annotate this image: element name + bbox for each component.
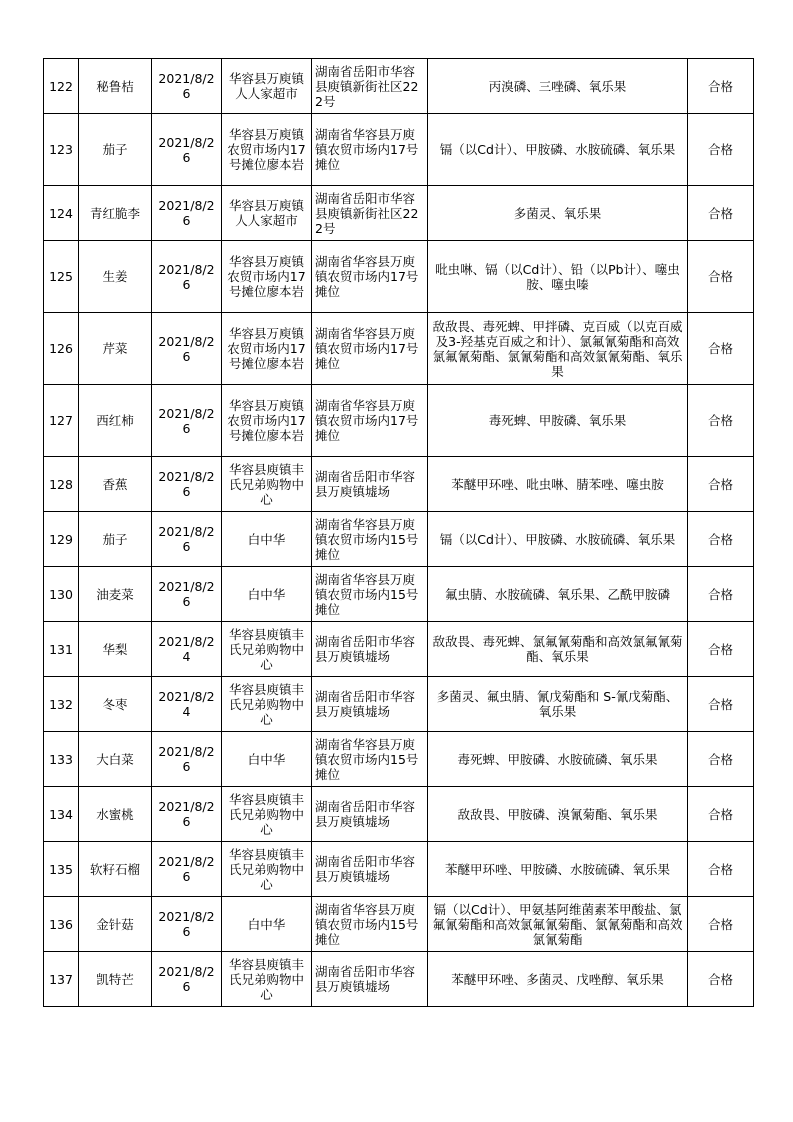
table-row [44, 385, 754, 457]
table-row [44, 787, 754, 842]
test-result: 合格 [688, 114, 754, 186]
sample-name: 生姜 [79, 241, 152, 313]
table-row [44, 677, 754, 732]
sampling-date: 2021/8/26 [152, 457, 222, 512]
table-row [44, 186, 754, 241]
test-result: 合格 [688, 241, 754, 313]
test-items: 丙溴磷、三唑磷、氧乐果 [428, 59, 688, 114]
row-number: 133 [44, 732, 79, 787]
sample-name: 西红柿 [79, 385, 152, 457]
seller-address: 湖南省华容县万庾镇农贸市场内17号摊位 [312, 385, 428, 457]
test-result: 合格 [688, 385, 754, 457]
sampling-date: 2021/8/26 [152, 59, 222, 114]
row-number: 136 [44, 897, 79, 952]
seller-address: 湖南省岳阳市华容县庾镇新街社区222号 [312, 186, 428, 241]
sampling-date: 2021/8/26 [152, 567, 222, 622]
seller-name: 华容县万庾镇农贸市场内17号摊位廖本岩 [222, 241, 312, 313]
sampling-date: 2021/8/26 [152, 385, 222, 457]
test-items: 多菌灵、氟虫腈、氰戊菊酯和 S-氰戊菊酯、氧乐果 [428, 677, 688, 732]
row-number: 137 [44, 952, 79, 1007]
sample-name: 大白菜 [79, 732, 152, 787]
seller-name: 华容县庾镇丰氏兄弟购物中心 [222, 842, 312, 897]
row-number: 124 [44, 186, 79, 241]
row-number: 126 [44, 313, 79, 385]
seller-address: 湖南省岳阳市华容县万庾镇墟场 [312, 457, 428, 512]
seller-address: 湖南省岳阳市华容县万庾镇墟场 [312, 842, 428, 897]
sampling-date: 2021/8/26 [152, 114, 222, 186]
seller-name: 华容县庾镇丰氏兄弟购物中心 [222, 677, 312, 732]
table-row [44, 732, 754, 787]
test-items: 镉（以Cd计）、甲氨基阿维菌素苯甲酸盐、氯氟氰菊酯和高效氯氟氰菊酯、氯氰菊酯和高效氯氰菊酯 [428, 897, 688, 952]
sample-name: 油麦菜 [79, 567, 152, 622]
table-row [44, 241, 754, 313]
seller-name: 华容县庾镇丰氏兄弟购物中心 [222, 787, 312, 842]
sampling-date: 2021/8/26 [152, 241, 222, 313]
seller-name: 白中华 [222, 512, 312, 567]
table-row [44, 897, 754, 952]
test-result: 合格 [688, 59, 754, 114]
seller-name: 白中华 [222, 567, 312, 622]
row-number: 123 [44, 114, 79, 186]
sampling-date: 2021/8/26 [152, 186, 222, 241]
sampling-date: 2021/8/24 [152, 622, 222, 677]
row-number: 128 [44, 457, 79, 512]
sampling-date: 2021/8/26 [152, 787, 222, 842]
sample-name: 水蜜桃 [79, 787, 152, 842]
seller-address: 湖南省岳阳市华容县万庾镇墟场 [312, 952, 428, 1007]
seller-address: 湖南省华容县万庾镇农贸市场内15号摊位 [312, 732, 428, 787]
test-result: 合格 [688, 787, 754, 842]
test-items: 苯醚甲环唑、多菌灵、戊唑醇、氧乐果 [428, 952, 688, 1007]
table-body [44, 59, 754, 1007]
test-result: 合格 [688, 313, 754, 385]
sample-name: 冬枣 [79, 677, 152, 732]
seller-address: 湖南省华容县万庾镇农贸市场内15号摊位 [312, 512, 428, 567]
test-items: 敌敌畏、毒死蜱、甲拌磷、克百威（以克百威及3-羟基克百威之和计）、氯氟氰菊酯和高效氯氟氰菊酯、氯氰菊酯和高效氯氰菊酯、氧乐果 [428, 313, 688, 385]
seller-address: 湖南省华容县万庾镇农贸市场内15号摊位 [312, 567, 428, 622]
table-row [44, 457, 754, 512]
table-row [44, 313, 754, 385]
test-result: 合格 [688, 186, 754, 241]
seller-name: 华容县万庾镇农贸市场内17号摊位廖本岩 [222, 385, 312, 457]
row-number: 135 [44, 842, 79, 897]
table-row [44, 512, 754, 567]
sample-name: 秘鲁桔 [79, 59, 152, 114]
sampling-date: 2021/8/26 [152, 732, 222, 787]
test-result: 合格 [688, 842, 754, 897]
test-result: 合格 [688, 457, 754, 512]
row-number: 132 [44, 677, 79, 732]
seller-name: 华容县庾镇丰氏兄弟购物中心 [222, 622, 312, 677]
sample-name: 凯特芒 [79, 952, 152, 1007]
test-result: 合格 [688, 512, 754, 567]
table-row [44, 952, 754, 1007]
test-items: 敌敌畏、甲胺磷、溴氰菊酯、氧乐果 [428, 787, 688, 842]
test-result: 合格 [688, 732, 754, 787]
sample-name: 青红脆李 [79, 186, 152, 241]
seller-name: 华容县万庾镇农贸市场内17号摊位廖本岩 [222, 114, 312, 186]
row-number: 127 [44, 385, 79, 457]
seller-address: 湖南省华容县万庾镇农贸市场内17号摊位 [312, 241, 428, 313]
seller-address: 湖南省岳阳市华容县庾镇新街社区222号 [312, 59, 428, 114]
row-number: 129 [44, 512, 79, 567]
test-result: 合格 [688, 567, 754, 622]
sample-name: 芹菜 [79, 313, 152, 385]
sampling-date: 2021/8/26 [152, 897, 222, 952]
row-number: 122 [44, 59, 79, 114]
seller-name: 白中华 [222, 897, 312, 952]
test-items: 镉（以Cd计）、甲胺磷、水胺硫磷、氧乐果 [428, 114, 688, 186]
sample-name: 茄子 [79, 512, 152, 567]
sample-name: 茄子 [79, 114, 152, 186]
seller-name: 华容县万庾镇人人家超市 [222, 59, 312, 114]
table-row [44, 59, 754, 114]
test-result: 合格 [688, 897, 754, 952]
row-number: 131 [44, 622, 79, 677]
seller-name: 华容县万庾镇人人家超市 [222, 186, 312, 241]
table-row [44, 114, 754, 186]
test-items: 氟虫腈、水胺硫磷、氧乐果、乙酰甲胺磷 [428, 567, 688, 622]
test-result: 合格 [688, 622, 754, 677]
row-number: 134 [44, 787, 79, 842]
row-number: 125 [44, 241, 79, 313]
test-items: 苯醚甲环唑、甲胺磷、水胺硫磷、氧乐果 [428, 842, 688, 897]
table-row [44, 622, 754, 677]
test-items: 毒死蜱、甲胺磷、水胺硫磷、氧乐果 [428, 732, 688, 787]
test-items: 苯醚甲环唑、吡虫啉、腈苯唑、噻虫胺 [428, 457, 688, 512]
test-result: 合格 [688, 677, 754, 732]
seller-address: 湖南省岳阳市华容县万庾镇墟场 [312, 622, 428, 677]
sample-name: 金针菇 [79, 897, 152, 952]
seller-address: 湖南省华容县万庾镇农贸市场内17号摊位 [312, 114, 428, 186]
test-items: 敌敌畏、毒死蜱、氯氟氰菊酯和高效氯氟氰菊酯、氧乐果 [428, 622, 688, 677]
test-items: 镉（以Cd计）、甲胺磷、水胺硫磷、氧乐果 [428, 512, 688, 567]
table-row [44, 567, 754, 622]
test-items: 多菌灵、氧乐果 [428, 186, 688, 241]
seller-address: 湖南省华容县万庾镇农贸市场内17号摊位 [312, 313, 428, 385]
seller-name: 华容县庾镇丰氏兄弟购物中心 [222, 457, 312, 512]
seller-name: 华容县庾镇丰氏兄弟购物中心 [222, 952, 312, 1007]
sample-name: 软籽石榴 [79, 842, 152, 897]
sampling-date: 2021/8/26 [152, 512, 222, 567]
seller-address: 湖南省岳阳市华容县万庾镇墟场 [312, 787, 428, 842]
seller-name: 白中华 [222, 732, 312, 787]
row-number: 130 [44, 567, 79, 622]
table-row [44, 842, 754, 897]
seller-address: 湖南省华容县万庾镇农贸市场内15号摊位 [312, 897, 428, 952]
sampling-date: 2021/8/26 [152, 313, 222, 385]
seller-name: 华容县万庾镇农贸市场内17号摊位廖本岩 [222, 313, 312, 385]
sampling-date: 2021/8/26 [152, 952, 222, 1007]
seller-address: 湖南省岳阳市华容县万庾镇墟场 [312, 677, 428, 732]
sample-name: 香蕉 [79, 457, 152, 512]
inspection-results-table [43, 58, 754, 1007]
sampling-date: 2021/8/24 [152, 677, 222, 732]
sample-name: 华梨 [79, 622, 152, 677]
test-items: 吡虫啉、镉（以Cd计）、铅（以Pb计）、噻虫胺、噻虫嗪 [428, 241, 688, 313]
sampling-date: 2021/8/26 [152, 842, 222, 897]
test-result: 合格 [688, 952, 754, 1007]
test-items: 毒死蜱、甲胺磷、氧乐果 [428, 385, 688, 457]
